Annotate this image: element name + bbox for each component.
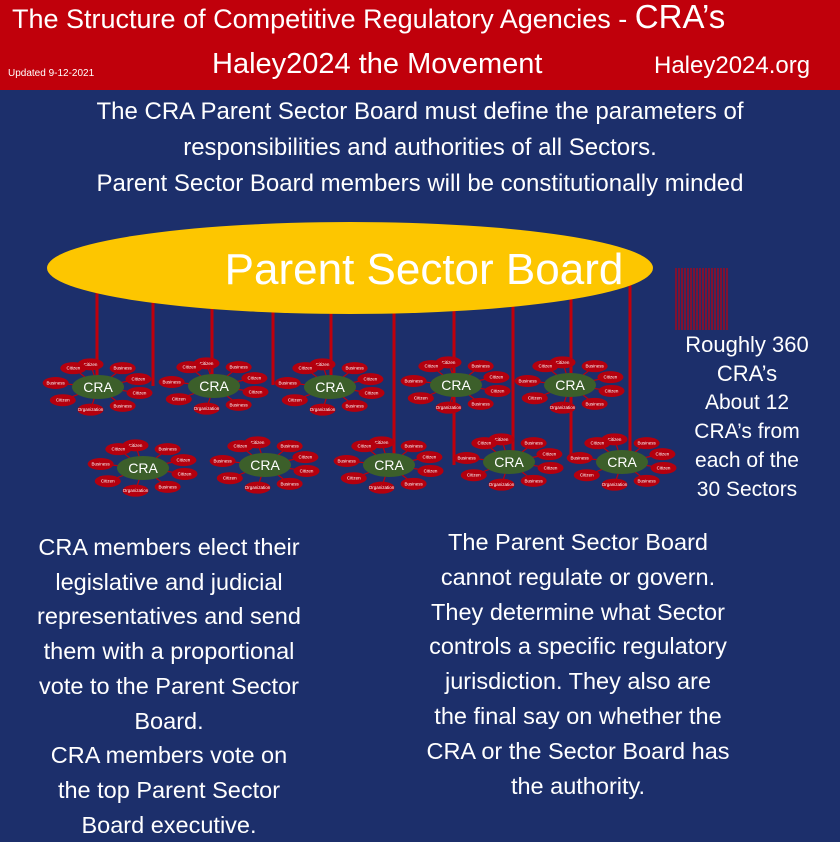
satellite-label: Business — [158, 446, 177, 452]
satellite-label: Citizen — [607, 436, 622, 442]
satellite-label: Business — [345, 365, 364, 371]
satellite-label: Business — [280, 443, 299, 449]
left-text-line: vote to the Parent Sector — [39, 672, 299, 699]
cra-label: CRA — [199, 378, 229, 394]
satellite-label: Business — [113, 365, 132, 371]
side-note-line: CRA’s — [716, 361, 778, 386]
side-note — [672, 330, 822, 504]
satellite-label: Business — [229, 364, 248, 370]
satellite-label: Citizen — [287, 397, 302, 403]
satellite-label: Citizen — [423, 468, 438, 474]
cra-label: CRA — [128, 460, 158, 476]
satellite-label: Citizen — [100, 478, 115, 484]
satellite-label: Business — [518, 378, 537, 384]
satellite-label: Citizen — [590, 440, 605, 446]
intro-line: responsibilities and authorities of all Sectors. — [183, 134, 657, 161]
movement-title: Haley2024 the Movement — [212, 48, 543, 80]
satellite-label: Citizen — [83, 361, 98, 367]
satellite-label: Citizen — [543, 465, 558, 471]
satellite-label: Organization — [601, 482, 628, 488]
satellite-label: Citizen — [489, 374, 504, 380]
satellite-label: Business — [229, 402, 248, 408]
satellite-label: Citizen — [542, 451, 557, 457]
cra-label: CRA — [250, 457, 280, 473]
side-note-line: each of the — [695, 449, 799, 472]
cra-label: CRA — [315, 379, 345, 395]
right-text-line: the final say on whether the — [434, 702, 722, 729]
satellite-label: Citizen — [413, 395, 428, 401]
satellite-label: Citizen — [233, 443, 248, 449]
satellite-label: Citizen — [477, 440, 492, 446]
satellite-label: Organization — [435, 405, 462, 411]
satellite-label: Citizen — [346, 475, 361, 481]
satellite-label: Citizen — [555, 359, 570, 365]
satellite-label: Citizen — [374, 439, 389, 445]
left-text-line: CRA members vote on — [50, 742, 288, 769]
right-text-line: CRA or the Sector Board has — [426, 737, 730, 764]
satellite-label: Citizen — [656, 465, 671, 471]
satellite-label: Citizen — [298, 454, 313, 460]
cra-cluster — [401, 356, 511, 413]
satellite-label: Citizen — [315, 361, 330, 367]
satellite-label: Business — [278, 380, 297, 386]
satellite-label: Organization — [309, 407, 336, 413]
satellite-label: Organization — [77, 407, 104, 413]
satellite-label: Citizen — [494, 436, 509, 442]
satellite-label: Citizen — [177, 471, 192, 477]
satellite-label: Business — [570, 455, 589, 461]
cra-cluster — [334, 436, 444, 493]
satellite-label: Business — [471, 401, 490, 407]
satellite-label: Citizen — [466, 472, 481, 478]
cra-label: CRA — [607, 454, 637, 470]
satellite-label: Citizen — [357, 443, 372, 449]
right-text-line: The Parent Sector Board — [448, 529, 708, 555]
satellite-label: Citizen — [363, 376, 378, 382]
satellite-label: Citizen — [55, 397, 70, 403]
satellite-label: Business — [46, 380, 65, 386]
satellite-label: Citizen — [364, 390, 379, 396]
cra-label: CRA — [494, 454, 524, 470]
satellite-label: Citizen — [579, 472, 594, 478]
satellite-label: Organization — [488, 482, 515, 488]
cra-cluster — [275, 358, 385, 415]
cra-label: CRA — [83, 379, 113, 395]
satellite-label: Citizen — [299, 468, 314, 474]
satellite-label: Organization — [368, 485, 395, 491]
satellite-label: Business — [162, 379, 181, 385]
satellite-label: Citizen — [222, 475, 237, 481]
updated-date: Updated 9-12-2021 — [8, 68, 95, 79]
title-prefix: The Structure of Competitive Regulatory Agencies - — [12, 4, 635, 34]
cra-cluster — [88, 439, 198, 496]
right-text-line: jurisdiction. They also are — [444, 668, 712, 695]
intro-line: The CRA Parent Sector Board must define the parameters of — [96, 98, 744, 125]
satellite-label: Business — [213, 458, 232, 464]
satellite-label: Business — [337, 458, 356, 464]
satellite-label: Citizen — [131, 376, 146, 382]
satellite-label: Citizen — [298, 365, 313, 371]
satellite-label: Citizen — [199, 360, 214, 366]
cra-cluster — [567, 433, 677, 490]
cra-members-text — [10, 530, 328, 842]
satellite-label: Business — [113, 403, 132, 409]
satellite-label: Citizen — [182, 364, 197, 370]
left-text-line: Board executive. — [81, 811, 257, 838]
satellite-label: Business — [637, 478, 656, 484]
satellite-label: Citizen — [176, 457, 191, 463]
side-note-line: About 12 — [704, 391, 790, 414]
satellite-label: Citizen — [171, 396, 186, 402]
satellite-label: Business — [158, 484, 177, 490]
satellite-label: Citizen — [490, 388, 505, 394]
left-text-line: CRA members elect their — [38, 534, 300, 560]
left-text-line: Board. — [134, 707, 204, 734]
satellite-label: Business — [585, 401, 604, 407]
satellite-label: Citizen — [424, 363, 439, 369]
satellite-label: Organization — [244, 485, 271, 491]
side-note-line: CRA’s from — [694, 420, 800, 443]
cra-cluster — [43, 358, 153, 415]
satellite-label: Business — [404, 443, 423, 449]
satellite-label: Citizen — [538, 363, 553, 369]
satellite-label: Citizen — [66, 365, 81, 371]
right-text-line: the authority. — [510, 772, 646, 799]
satellite-label: Citizen — [250, 439, 265, 445]
satellite-label: Business — [91, 461, 110, 467]
cra-label: CRA — [555, 377, 585, 393]
satellite-label: Business — [585, 363, 604, 369]
site-url: Haley2024.org — [654, 52, 811, 79]
satellite-label: Business — [524, 440, 543, 446]
satellite-label: Citizen — [128, 442, 143, 448]
satellite-label: Organization — [193, 406, 220, 412]
cra-label: CRA — [374, 457, 404, 473]
satellite-label: Citizen — [604, 388, 619, 394]
left-text-line: them with a proportional — [43, 638, 295, 665]
satellite-label: Citizen — [422, 454, 437, 460]
satellite-label: Organization — [122, 488, 149, 494]
side-note-line: 30 Sectors — [696, 478, 798, 501]
satellite-label: Citizen — [603, 374, 618, 380]
satellite-label: Business — [404, 378, 423, 384]
board-label: Parent Sector Board — [224, 245, 624, 294]
satellite-label: Citizen — [248, 389, 263, 395]
satellite-label: Organization — [549, 405, 576, 411]
satellite-label: Business — [280, 481, 299, 487]
cra-cluster — [454, 433, 564, 490]
satellite-label: Business — [404, 481, 423, 487]
right-text-line: They determine what Sector — [431, 598, 725, 625]
cra-cluster — [210, 436, 320, 493]
left-text-line: the top Parent Sector — [57, 776, 281, 803]
right-text-line: cannot regulate or govern. — [440, 563, 716, 590]
intro-line: Parent Sector Board members will be constitutionally minded — [96, 170, 744, 197]
left-text-line: legislative and judicial — [55, 568, 283, 595]
satellite-label: Citizen — [247, 375, 262, 381]
satellite-label: Citizen — [655, 451, 670, 457]
satellite-label: Citizen — [527, 395, 542, 401]
satellite-label: Business — [524, 478, 543, 484]
left-text-line: representatives and send — [37, 603, 301, 630]
side-note-line: Roughly 360 — [685, 332, 809, 357]
cra-cluster — [159, 357, 269, 414]
satellite-label: Citizen — [441, 359, 456, 365]
title-cra: CRA’s — [634, 0, 726, 35]
cra-cluster — [515, 356, 625, 413]
cra-label: CRA — [441, 377, 471, 393]
board-fringe — [676, 268, 727, 330]
satellite-label: Business — [457, 455, 476, 461]
satellite-label: Business — [345, 403, 364, 409]
satellite-label: Business — [471, 363, 490, 369]
satellite-label: Business — [637, 440, 656, 446]
satellite-label: Citizen — [111, 446, 126, 452]
cra-clusters — [43, 356, 677, 496]
right-text-line: controls a specific regulatory — [429, 633, 727, 660]
parent-board-text — [394, 525, 762, 803]
satellite-label: Citizen — [132, 390, 147, 396]
